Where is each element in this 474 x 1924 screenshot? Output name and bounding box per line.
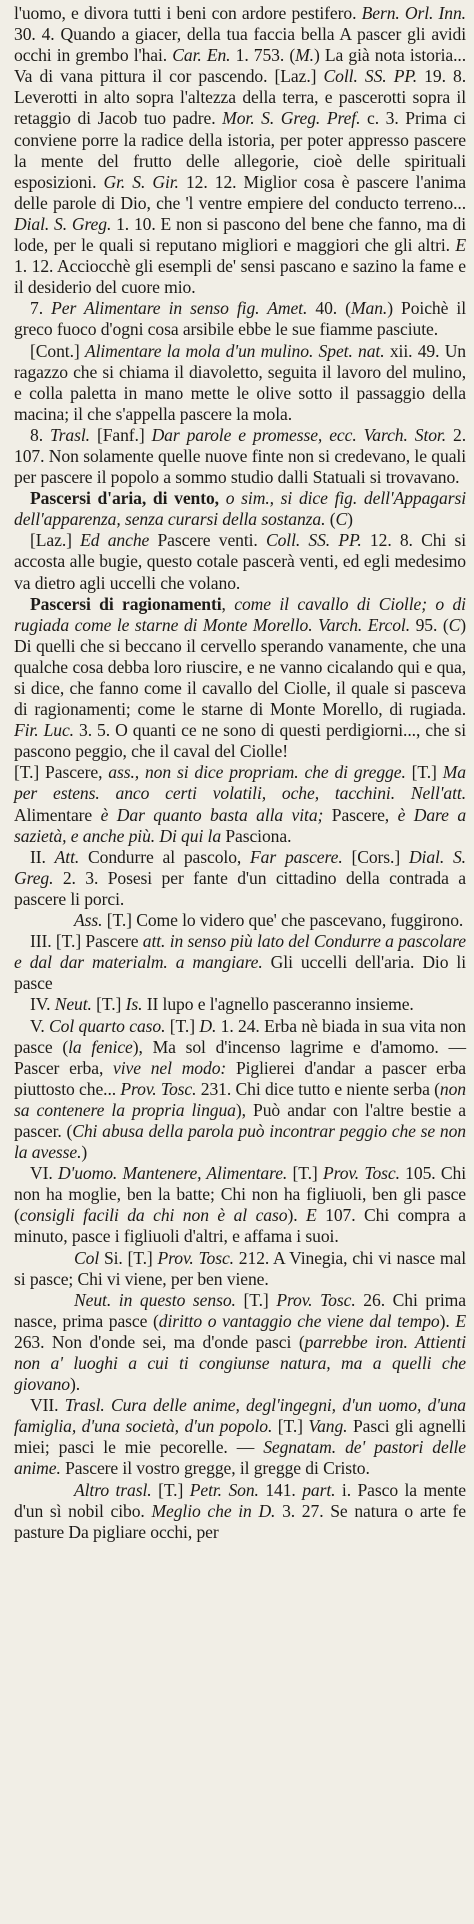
text-run: [T.] [165, 1015, 200, 1036]
italic-text-run: E [306, 1205, 317, 1226]
text-run: 7. [30, 298, 52, 319]
text-run: 12. 12. Miglior cosa è pascere l'anima delle parole di Dio, che 'l ventre empiere del conducto terreno... [14, 171, 466, 213]
text-run: 231. Chi dice tutto e niente serba ( [196, 1078, 440, 1099]
italic-text-run: att. in senso più lato del Condurre a pascolare e dal dar materialm. a mangiare. [14, 931, 466, 973]
text-run: [T.] [235, 1289, 277, 1310]
text-run: [Laz.] [30, 530, 81, 551]
italic-text-run: Ed anche [80, 530, 150, 551]
bold-headword: Pascersi d'aria, di vento, [30, 488, 219, 509]
italic-text-run: Col [74, 1247, 100, 1268]
italic-text-run: D'uomo. Mantenere, Alimentare. [57, 1163, 288, 1184]
entry-paragraph [14, 931, 466, 994]
text-run: VI. [30, 1163, 58, 1184]
italic-text-run: Mor. S. Greg. Pref. [222, 108, 361, 129]
entry-paragraph [14, 425, 466, 488]
italic-text-run: Bern. Orl. Inn. [361, 3, 466, 23]
text-run: 26. Chi prima nasce, prima pasce ( [14, 1289, 466, 1331]
italic-text-run: consigli facili da chi non è al caso [19, 1205, 288, 1226]
italic-text-run: C [335, 509, 348, 530]
italic-text-run: diritto o vantaggio che viene dal tempo [158, 1310, 440, 1331]
italic-text-run: Dar parole e promesse, ecc. Varch. Stor. [151, 424, 447, 445]
italic-text-run: Chi abusa della parola può incontrar peggio che se non la avesse. [14, 1120, 466, 1163]
text-run: 1. 10. E non si pascono del bene che fanno, ma di lode, per le quali si reputano migliori e maggiori che gli altri. [14, 213, 466, 256]
italic-text-run: Is. [125, 994, 143, 1015]
text-run: ) [347, 509, 353, 530]
text-run: Condurre al pascolo, [79, 846, 251, 867]
text-run: 12. 8. Chi si accosta alle bugie, questo cotale pascerà venti, ed egli medesimo va dietro agli uccelli che volano. [14, 530, 466, 593]
text-run: V. [30, 1015, 50, 1036]
text-run: 141. [258, 1479, 303, 1500]
italic-text-run: Col quarto caso. [49, 1015, 166, 1036]
text-run: [T.] Come lo videro que' che pascevano, fuggirono. [102, 910, 464, 931]
text-run: i. Pasco la mente d'un sì nobil cibo. [14, 1479, 466, 1521]
text-run: 3. 27. Se natura o arte fe pasture Da pigliare occhi, per [14, 1500, 466, 1542]
text-run: Pascere il vostro gregge, il gregge di Cristo. [60, 1458, 370, 1479]
italic-text-run: come il cavallo di Ciolle; o di rugiada come le starne di Monte Morello. Varch. Ercol. [14, 593, 466, 635]
italic-text-run: Per Alimentare in senso fig. Amet. [51, 298, 308, 319]
italic-text-run: C [448, 614, 461, 635]
text-run: [T.] [405, 762, 443, 783]
text-run: [T.] [91, 994, 126, 1015]
text-run: 107. Chi compra a minuto, pasce i figliuoli d'altri, e affama i suoi. [14, 1205, 467, 1247]
entry-paragraph [14, 488, 466, 530]
bold-headword: Pascersi di ragionamenti [30, 593, 222, 614]
italic-text-run: Neut. in questo senso. [74, 1289, 236, 1310]
italic-text-run: Coll. SS. PP. [323, 66, 418, 87]
text-run: II. [30, 846, 55, 867]
text-run: 2. 3. Posesi per fante d'un cittadino della contrada a pascere li porci. [14, 867, 466, 909]
italic-text-run: Att. [54, 846, 80, 867]
italic-text-run: Trasl. Cura delle anime, degl'ingegni, d'un uomo, d'una famiglia, d'una società, d'un popolo. [14, 1395, 466, 1437]
text-run: Pasciona. [221, 825, 292, 846]
text-run: [Fanf.] [89, 424, 152, 445]
text-run: ). [439, 1310, 456, 1331]
text-run: c. 3. Prima ci conviene porre la radice della istoria, per poter appresso pascere la mente del frutto delle allegorie, cioè delle spirituali esposizioni. [14, 108, 466, 192]
italic-text-run: la fenice [68, 1036, 133, 1057]
text-run: [T.] [287, 1163, 323, 1184]
italic-text-run: Trasl. [49, 424, 90, 445]
text-run: 2. 107. Non solamente quelle nuove finte non si credevano, le quali per pascere il popolo a sommo studio dalli Statuali si trovavano. [14, 424, 466, 488]
text-run: ). [69, 1374, 81, 1395]
text-run: [T.] [151, 1479, 190, 1500]
text-run [219, 488, 226, 508]
italic-text-run: Dial. S. Greg. [14, 213, 112, 234]
italic-text-run: o sim., si dice fig. dell'Appagarsi dell'apparenza, senza curarsi della sostanza. [14, 488, 466, 530]
text-run: Si. [T.] [99, 1247, 158, 1268]
text-run: , [221, 593, 235, 614]
italic-text-run: Far pascere. [250, 846, 343, 867]
italic-text-run: M. [295, 45, 314, 66]
text-run: 30. 4. Quando a giacer, della tua faccia bella A pascer gli avidi occhi in grembo l'hai. [14, 24, 466, 66]
italic-text-run: Prov. Tosc. [157, 1247, 234, 1268]
text-run: [T.] [272, 1416, 309, 1437]
italic-text-run: ass., non si dice propriam. che di gregge. [108, 762, 406, 783]
entry-paragraph [14, 298, 466, 340]
italic-text-run: è Dare a sazietà, e anche più. Di qui la [14, 804, 467, 846]
text-run: IV. [30, 994, 55, 1015]
entry-paragraph [14, 1290, 466, 1395]
text-run: Pasci gli agnelli miei; pasci le mie pecorelle. — [14, 1416, 466, 1458]
italic-text-run: E [455, 235, 466, 256]
text-run: 40. ( [307, 298, 351, 319]
italic-text-run: parrebbe iron. Attienti non a' luoghi a cui ti congiunse natura, ma a quelli che giovano [14, 1331, 466, 1395]
text-run: ) [81, 1142, 88, 1163]
text-run: ( [325, 509, 336, 530]
entry-paragraph [14, 910, 466, 931]
entry-paragraph [14, 3, 466, 298]
italic-text-run: E [455, 1310, 467, 1331]
text-run: ), Può andar con l'altre bestie a pascer. ( [14, 1099, 467, 1141]
text-run: l'uomo, e divora tutti i beni con ardore pestifero. [14, 3, 362, 23]
text-run: 8. [30, 424, 50, 445]
italic-text-run: Meglio che in D. [151, 1500, 276, 1521]
entry-paragraph [14, 1480, 466, 1543]
italic-text-run: Ass. [74, 910, 103, 931]
text-run: 212. A Vinegia, chi vi nasce mal si pasce; Chi vi viene, per ben viene. [14, 1247, 466, 1289]
text-run: II lupo e l'agnello pasceranno insieme. [142, 994, 414, 1015]
text-run: Piglierei d'andar a pascer erba piuttosto che... [14, 1057, 467, 1099]
entry-paragraph [14, 847, 466, 910]
italic-text-run: Altro trasl. [74, 1479, 152, 1500]
italic-text-run: Segnatam. de' pastori delle anime. [14, 1437, 466, 1479]
italic-text-run: Prov. Tosc. [276, 1289, 356, 1310]
italic-text-run: Car. En. [172, 45, 231, 66]
text-run: 263. Non d'onde sei, ma d'onde pasci ( [14, 1331, 305, 1352]
text-run: III. [T.] Pascere [30, 931, 143, 952]
text-run: ) La già nota istoria... Va di vana pittura il cor pascendo. [Laz.] [14, 45, 466, 87]
text-run: 95. ( [410, 614, 449, 635]
text-run: ) Poichè il greco fuoco d'ogni cosa arsibile ebbe le sue fiamme pasciute. [14, 298, 467, 340]
italic-text-run: Coll. SS. PP. [265, 530, 362, 551]
entry-paragraph [14, 594, 466, 763]
text-run: Gli uccelli dell'aria. Dio li pasce [14, 952, 466, 994]
text-run: 1. 12. Acciocchè gli esempli de' sensi pascano e sazino la fame e il desiderio del cuore mio. [14, 256, 466, 298]
entry-paragraph [14, 1163, 466, 1247]
italic-text-run: Alimentare la mola d'un mulino. Spet. nat. [84, 340, 385, 361]
text-run: [T.] Pascere, [14, 762, 109, 783]
text-run: 1. 24. Erba nè biada in sua vita non pasce ( [14, 1015, 467, 1057]
italic-text-run: Prov. Tosc. [322, 1163, 400, 1184]
text-run: 19. 8. Leverotti in alto sopra l'altezza della terra, e pascerotti sopra il retaggio di Jacob tuo padre. [14, 66, 467, 129]
entry-paragraph [14, 530, 466, 593]
text-run: [Cors.] [342, 846, 409, 867]
italic-text-run: Vang. [308, 1416, 348, 1437]
italic-text-run: D. [199, 1015, 217, 1036]
entry-paragraph [14, 1248, 466, 1290]
entry-paragraph [14, 1016, 466, 1164]
italic-text-run: Gr. S. Gir. [103, 171, 179, 192]
text-run: Alimentare [14, 804, 101, 825]
text-run: ). [287, 1205, 306, 1226]
italic-text-run: non sa contenere la propria lingua [14, 1078, 466, 1120]
italic-text-run: Petr. Son. [189, 1479, 259, 1500]
italic-text-run: Fir. Luc. [14, 720, 74, 741]
text-run: 1. 753. ( [230, 45, 296, 66]
italic-text-run: Ma per estens. anco certi volatili, oche, tacchini. Nell'att. [14, 762, 466, 804]
text-run: 3. 5. O quanti ce ne sono di questi perdigiorni..., che si pascono peggio, che il caval del Ciolle! [14, 720, 466, 762]
italic-text-run: è Dar quanto basta alla vita; [100, 804, 324, 825]
text-run: 105. Chi non ha moglie, ben la batte; Chi non ha figliuoli, ben gli pasce ( [14, 1163, 466, 1226]
italic-text-run: Prov. Tosc. [120, 1078, 197, 1099]
entry-paragraph [14, 994, 466, 1015]
italic-text-run: Man. [350, 298, 388, 319]
dictionary-entry-column [14, 3, 466, 1543]
italic-text-run: Dial. S. Greg. [14, 846, 466, 888]
italic-text-run: vive nel modo: [113, 1057, 227, 1078]
entry-paragraph [14, 341, 466, 425]
text-run: [Cont.] [30, 340, 85, 361]
italic-text-run: Neut. [54, 994, 92, 1015]
text-run: Pascere venti. [149, 530, 266, 551]
italic-text-run: part. [302, 1479, 336, 1500]
entry-paragraph [14, 762, 466, 846]
text-run: Pascere, [323, 804, 398, 825]
entry-paragraph [14, 1395, 466, 1479]
text-run: ), Ma sol d'incenso lagrime e d'amomo. — Pascer erba, [14, 1036, 466, 1078]
text-run: VII. [30, 1395, 65, 1416]
text-run: xii. 49. Un ragazzo che si chiama il diavoletto, seguita il lavoro del mulino, e colla paletta in mano mette le olive sotto il passaggio della macina; il che s'appella pascere la mola. [14, 340, 466, 424]
text-run: ) Di quelli che si beccano il cervello sperando vanamente, che una qualche cosa debba loro riuscire, e ne vanno cicalando qui e qua, si dice, che fanno come il cavallo del Ciolle, il quale si pasceva di ragionamenti; come le starne di Monte Morello, di rugiada. [14, 614, 466, 720]
